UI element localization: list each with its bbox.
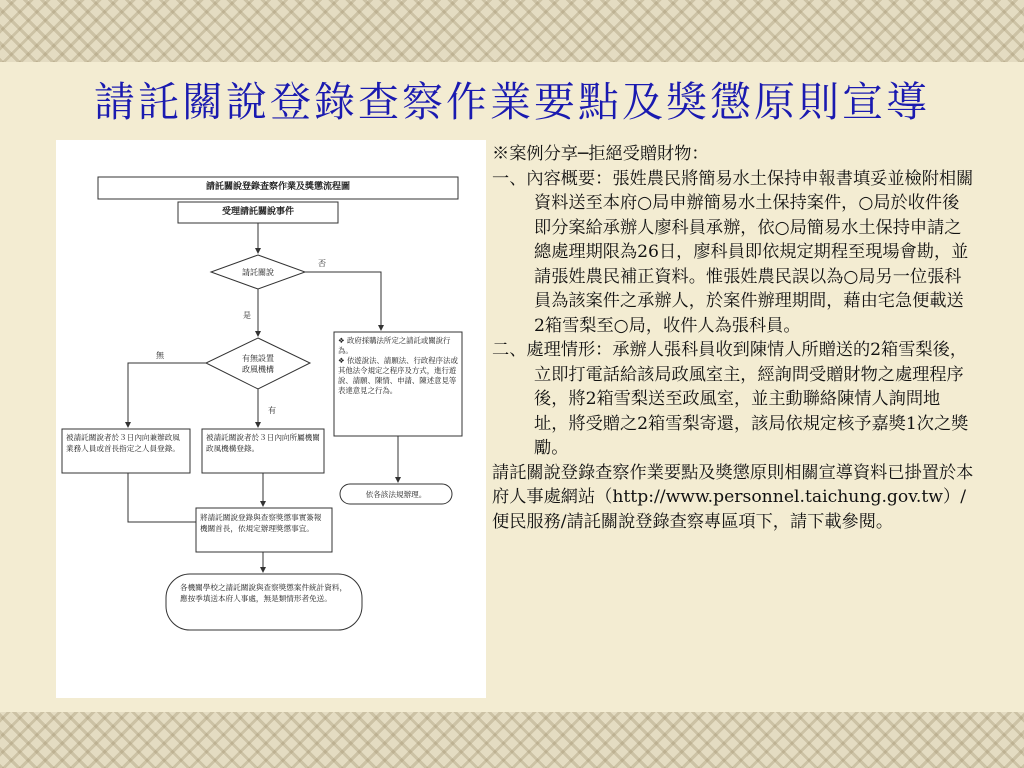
flow-law-result-text: 依各該法規辦理。 (365, 490, 427, 499)
case-heading: ※案例分享─拒絕受贈財物： (492, 144, 709, 164)
flow-left-text: 被請託關說者於３日內向兼辦政風業務人員或首長指定之人員登錄。 (66, 433, 180, 453)
case-item-summary: 一、內容概要：張姓農民將簡易水土保持申報書填妥並檢附相關資料送至本府○局申辦簡易水土保持案件，○局於收件後即分案給承辦人廖科員承辦，依○局簡易水土保持申請之總處理期限為26日，廖科員即依規定期程至現場會勘，並請張姓農民補正資料。惟張姓農民誤以為○局另一位張科員為該案件之承辦人，於案件辦理期間，藉由宅急便載送2箱雪梨至○局，收件人為張科員。 (492, 168, 974, 336)
slide-title: 請託關說登錄查察作業要點及獎懲原則宣導 (94, 78, 930, 126)
case-item-handling: 二、處理情形：承辦人張科員收到陳情人所贈送的2箱雪梨後，立即打電話給該局政風室主，經詢問受贈財物之處理程序後，將2箱雪梨送至政風室，並主動聯絡陳情人詢問地址，將受贈之2箱雪梨寄還，該局依規定核予嘉獎1次之獎勵。 (492, 340, 969, 458)
flow-final-text: 各機關學校之請託關說與查察獎懲案件統計資料，應按季填送本府人事處，無是類情形者免送。 (180, 583, 348, 603)
flow-report-text: 將請託關說登錄與查察獎懲事實簽報機關首長，依規定辦理獎懲事宜。 (200, 513, 322, 533)
flow-law-text: ❖ 政府採購法所定之請託或關說行為。 ❖ 依遊說法、請願法、行政程序法或其他法令規定之程序及方式，進行遊說、請願、陳情、申請、陳述意見等表達意見之行為。 (338, 336, 458, 395)
flowchart-lines (56, 140, 486, 698)
flow-mid-text: 被請託關說者於３日內向所屬機關政風機構登錄。 (206, 433, 320, 453)
flow-decision-1-yes: 是 (243, 311, 251, 320)
decorative-top-border (0, 0, 1024, 62)
flow-decision-1-no: 否 (318, 259, 326, 268)
decorative-bottom-border (0, 712, 1024, 768)
flow-decision-1-label: 請託關說 (242, 268, 274, 277)
flow-decision-2-label: 有無設置 政風機構 (242, 354, 274, 374)
case-study-text (492, 142, 974, 534)
case-closing-note: 請託關說登錄查察作業要點及獎懲原則相關宣導資料已掛置於本府人事處網站（http://www.personnel.taichung.gov.tw）/ 便民服務/請託關說登錄查察專區項下，請下載參閱。 (492, 462, 974, 532)
flow-title: 請託關說登錄查察作業及獎懲流程圖 (205, 182, 350, 192)
flow-start-label: 受理請託關說事件 (221, 207, 294, 217)
flow-decision-2-none: 無 (156, 351, 164, 360)
flow-decision-2-has: 有 (268, 406, 276, 415)
flowchart-image (56, 140, 486, 698)
